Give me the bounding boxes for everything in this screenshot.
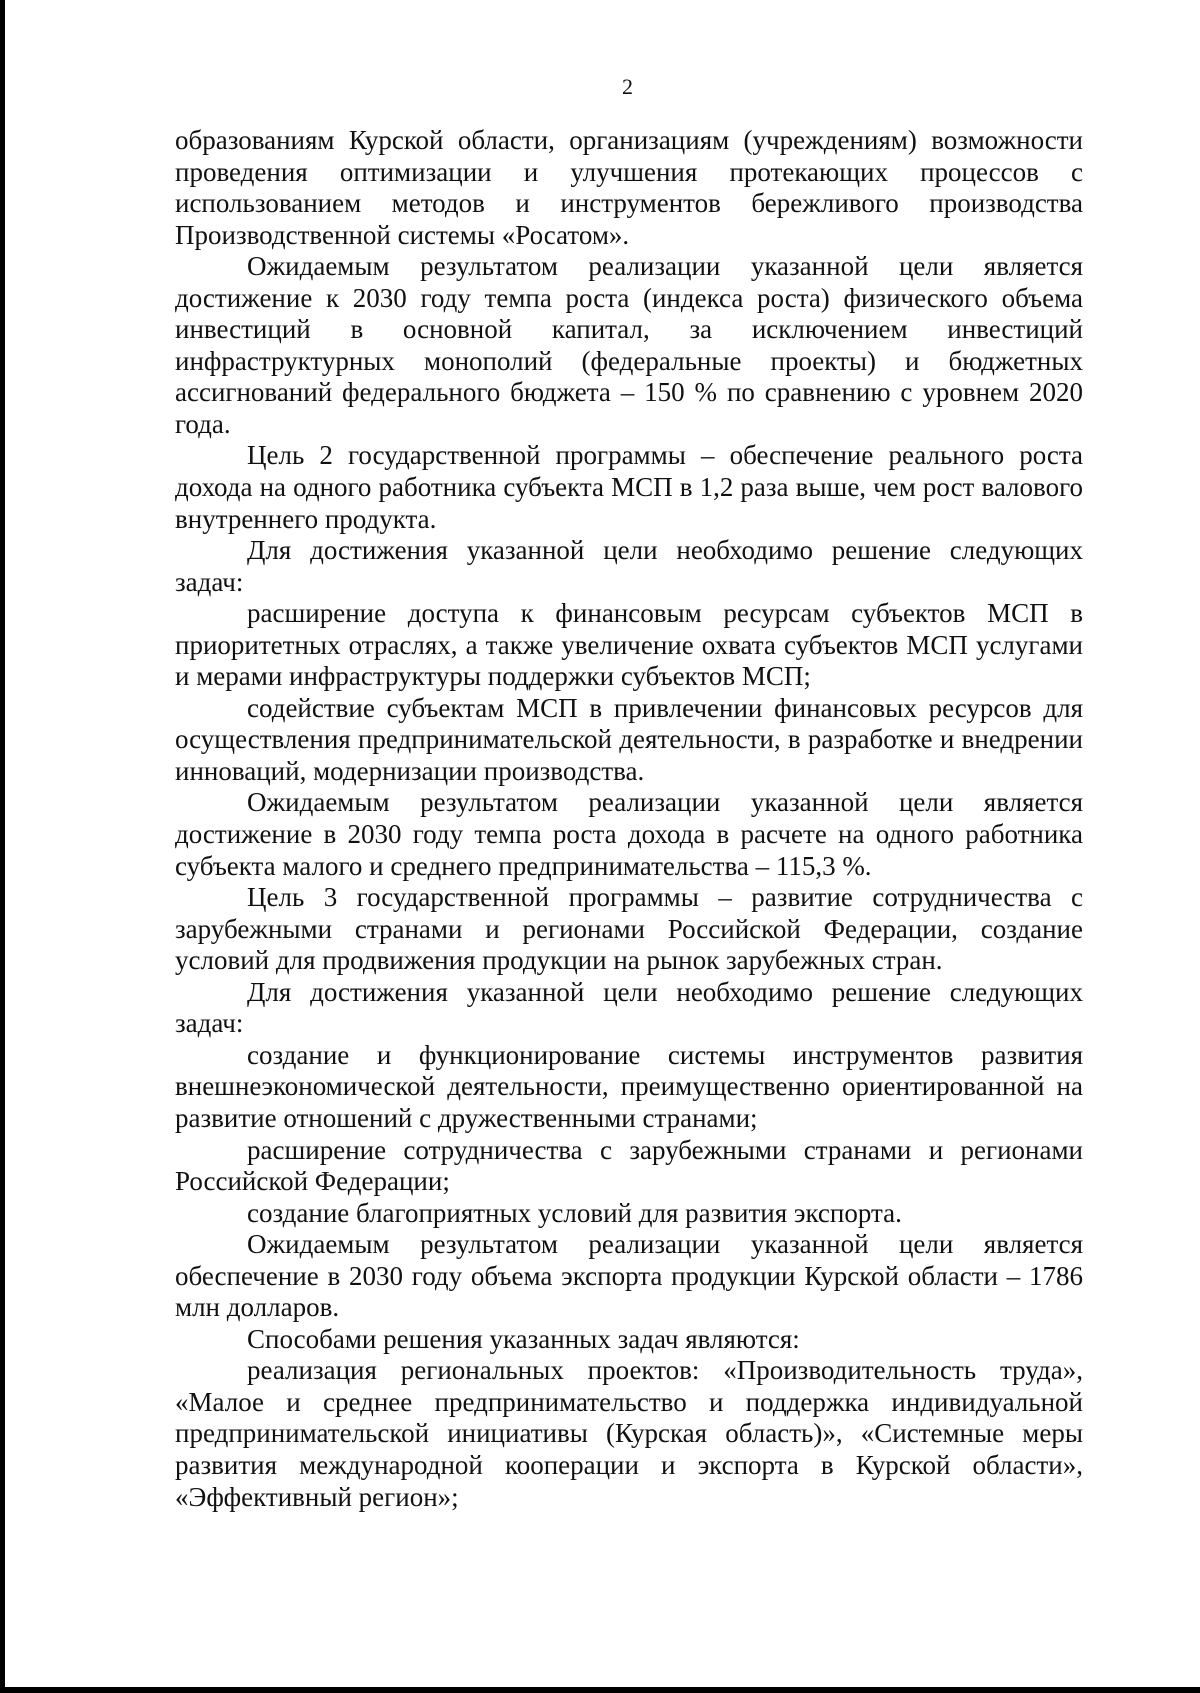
paragraph-11: расширение сотрудничества с зарубежными странами и регионами Российской Федерации;	[175, 1134, 1083, 1197]
paragraph-5: расширение доступа к финансовым ресурсам субъектов МСП в приоритетных отраслях, а также увеличение охвата субъектов МСП услугами и мерами инфраструктуры поддержки субъектов МСП;	[175, 598, 1083, 692]
paragraph-7: Ожидаемым результатом реализации указанной цели является достижение в 2030 году темпа роста дохода в расчете на одного работника субъекта малого и среднего предпринимательства – 115,3 %.	[175, 787, 1083, 881]
paragraph-9: Для достижения указанной цели необходимо решение следующих задач:	[175, 976, 1083, 1039]
paragraph-6: содействие субъектам МСП в привлечении финансовых ресурсов для осуществления предпринимательской деятельности, в разработке и внедрении инноваций, модернизации производства.	[175, 692, 1083, 786]
paragraph-13: Ожидаемым результатом реализации указанной цели является обеспечение в 2030 году объема экспорта продукции Курской области – 1786 млн долларов.	[175, 1229, 1083, 1323]
paragraph-2: Ожидаемым результатом реализации указанной цели является достижение к 2030 году темпа роста (индекса роста) физического объема инвестиций в основной капитал, за исключением инвестиций инфраструктурных монополий (федеральные проекты) и бюджетных ассигнований федерального бюджета – 150 % по сравнению с уровнем 2020 года.	[175, 251, 1083, 439]
paragraph-12: создание благоприятных условий для развития экспорта.	[247, 1197, 902, 1228]
scan-bottom-border	[0, 1687, 1200, 1693]
paragraph-14: Способами решения указанных задач являются:	[247, 1323, 800, 1354]
page-number: 2	[622, 74, 633, 99]
paragraph-3: Цель 2 государственной программы – обеспечение реального роста дохода на одного работника субъекта МСП в 1,2 раза выше, чем рост валового внутреннего продукта.	[175, 440, 1083, 534]
document-body	[175, 125, 1083, 1513]
paragraph-1: образованиям Курской области, организациям (учреждениям) возможности проведения оптимизации и улучшения протекающих процессов с использованием методов и инструментов бережливого производства Производственной системы «Росатом».	[175, 125, 1083, 250]
paragraph-4: Для достижения указанной цели необходимо решение следующих задач:	[175, 535, 1083, 597]
paragraph-15: реализация региональных проектов: «Производительность труда», «Малое и среднее предпринимательство и поддержка индивидуальной предпринимательской инициативы (Курская область)», «Системные меры развития международной кооперации и экспорта в Курской области», «Эффективный регион»;	[175, 1355, 1083, 1512]
paragraph-8: Цель 3 государственной программы – развитие сотрудничества с зарубежными странами и регионами Российской Федерации, создание условий для продвижения продукции на рынок зарубежных стран.	[175, 882, 1083, 976]
paragraph-10: создание и функционирование системы инструментов развития внешнеэкономической деятельности, преимущественно ориентированной на развитие отношений с дружественными странами;	[175, 1039, 1083, 1133]
scan-left-border	[0, 0, 5, 1693]
